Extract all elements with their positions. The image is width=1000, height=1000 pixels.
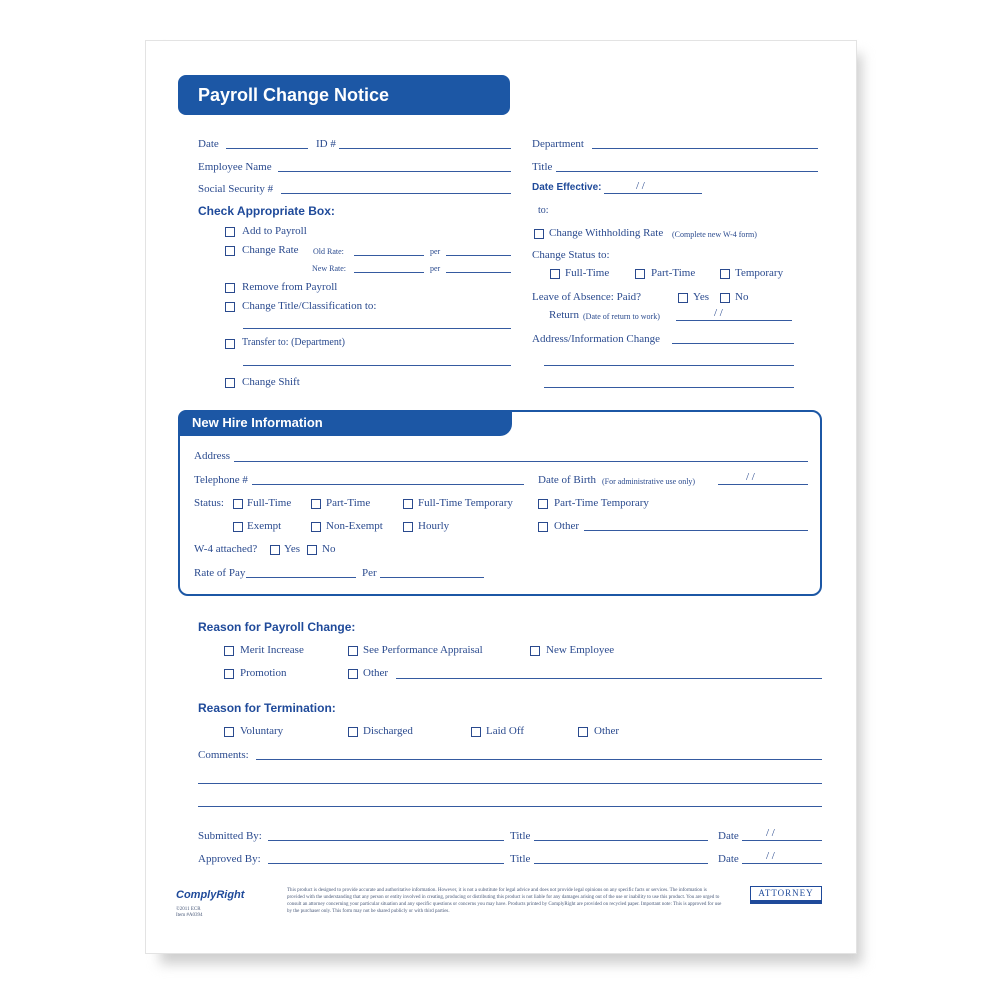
withholding-note: (Complete new W-4 form): [672, 230, 757, 239]
discharged-label: Discharged: [363, 725, 413, 737]
check-box-heading: Check Appropriate Box:: [198, 204, 335, 218]
date-field[interactable]: [226, 148, 308, 149]
ssn-field[interactable]: [281, 193, 511, 194]
submitted-title-field[interactable]: [534, 840, 708, 841]
address-change-field-3[interactable]: [544, 387, 794, 388]
leave-label: Leave of Absence: Paid?: [532, 291, 642, 303]
nh-part-time-temp-label: Part-Time Temporary: [554, 497, 649, 509]
laid-off-label: Laid Off: [486, 725, 524, 737]
approved-title-field[interactable]: [534, 863, 708, 864]
return-note: (Date of return to work): [583, 312, 660, 321]
old-rate-per-label: per: [430, 247, 441, 256]
nh-other-checkbox[interactable]: [538, 522, 548, 532]
change-rate-label: Change Rate: [242, 244, 299, 256]
nh-non-exempt-checkbox[interactable]: [311, 522, 321, 532]
title-field[interactable]: [556, 171, 818, 172]
comments-line-2[interactable]: [198, 783, 822, 784]
nh-rate-label: Rate of Pay: [194, 567, 246, 579]
nh-address-label: Address: [194, 450, 231, 462]
new-employee-checkbox[interactable]: [530, 646, 540, 656]
nh-dob-note: (For administrative use only): [602, 477, 696, 486]
disclaimer-text: This product is designed to provide accurate and authoritative information. However, it is not a substitute for legal advice and does not provide legal opinions on any specific facts or services. The information is provided with the understanding that any person or entity involved in creating, producing or distributing this product is not liable for any damages arising out of the use or inability to use this product. You are urged to consult an attorney concerning your particular situation and any specific questions or concerns you may have. Products printed by ComplyRight are provided on recycled paper. Important note: This is approved for use by the purchaser only. This form may not be shared publicly or with third parties.: [287, 888, 722, 914]
nh-status-label: Status:: [194, 497, 224, 509]
old-rate-label: Old Rate:: [313, 247, 344, 256]
new-hire-section: [178, 410, 822, 596]
status-part-time-label: Part-Time: [651, 267, 696, 279]
status-part-time-checkbox[interactable]: [635, 269, 645, 279]
withholding-label: Change Withholding Rate: [549, 227, 664, 239]
nh-w4-no-checkbox[interactable]: [307, 545, 317, 555]
change-shift-label: Change Shift: [242, 376, 300, 388]
submitted-by-label: Submitted By:: [198, 830, 262, 842]
leave-no-label: No: [735, 291, 749, 303]
to-label: to:: [538, 205, 549, 216]
comments-line-3[interactable]: [198, 806, 822, 807]
id-field[interactable]: [339, 148, 511, 149]
nh-other-field[interactable]: [584, 530, 808, 531]
change-title-checkbox[interactable]: [225, 302, 235, 312]
change-other-checkbox[interactable]: [348, 669, 358, 679]
date-label: Date: [198, 138, 219, 150]
nh-dob-field[interactable]: [718, 484, 808, 485]
merit-increase-checkbox[interactable]: [224, 646, 234, 656]
nh-part-time-temp-checkbox[interactable]: [538, 499, 548, 509]
change-other-field[interactable]: [396, 678, 822, 679]
approved-date-slashes: / /: [766, 850, 775, 862]
promotion-label: Promotion: [240, 667, 287, 679]
termination-other-checkbox[interactable]: [578, 727, 588, 737]
old-rate-per-field[interactable]: [446, 255, 511, 256]
change-title-field[interactable]: [243, 328, 511, 329]
employee-name-field[interactable]: [278, 171, 511, 172]
nh-exempt-label: Exempt: [247, 520, 282, 532]
nh-dob-label: Date of Birth: [538, 474, 597, 486]
submitted-title-label: Title: [510, 830, 531, 842]
voluntary-label: Voluntary: [240, 725, 284, 737]
return-label: Return: [549, 309, 579, 321]
department-label: Department: [532, 138, 584, 150]
nh-non-exempt-label: Non-Exempt: [326, 520, 383, 532]
nh-w4-yes-label: Yes: [284, 543, 301, 555]
approved-date-label: Date: [718, 853, 739, 865]
nh-address-field[interactable]: [234, 461, 808, 462]
nh-hourly-label: Hourly: [418, 520, 450, 532]
nh-other-label: Other: [554, 520, 580, 532]
status-temporary-label: Temporary: [735, 267, 784, 279]
remove-from-payroll-label: Remove from Payroll: [242, 281, 338, 293]
nh-dob-slashes: / /: [746, 471, 755, 483]
attorney-logo-bar: [750, 900, 822, 904]
nh-rate-field[interactable]: [246, 577, 356, 578]
approved-title-label: Title: [510, 853, 531, 865]
nh-per-label: Per: [362, 567, 377, 579]
change-title-label: Change Title/Classification to:: [242, 300, 377, 312]
change-rate-checkbox[interactable]: [225, 246, 235, 256]
nh-w4-no-label: No: [322, 543, 336, 555]
transfer-label: Transfer to: (Department): [242, 337, 345, 348]
date-effective-label: Date Effective:: [532, 182, 602, 193]
merit-increase-label: Merit Increase: [240, 644, 304, 656]
performance-label: See Performance Appraisal: [363, 644, 483, 656]
transfer-checkbox[interactable]: [225, 339, 235, 349]
discharged-checkbox[interactable]: [348, 727, 358, 737]
performance-checkbox[interactable]: [348, 646, 358, 656]
date-effective-slashes: / /: [636, 180, 645, 192]
leave-yes-label: Yes: [693, 291, 710, 303]
address-change-field-2[interactable]: [544, 365, 794, 366]
nh-telephone-field[interactable]: [252, 484, 524, 485]
new-employee-label: New Employee: [546, 644, 615, 656]
submitted-date-slashes: / /: [766, 827, 775, 839]
complyright-logo: ComplyRight: [176, 889, 245, 901]
nh-w4-yes-checkbox[interactable]: [270, 545, 280, 555]
approved-by-label: Approved By:: [198, 853, 261, 865]
nh-hourly-checkbox[interactable]: [403, 522, 413, 532]
logo-subtext: ©2011 ECR Item #A0394: [176, 907, 203, 918]
title-label: Title: [532, 161, 553, 173]
reason-change-heading: Reason for Payroll Change:: [198, 620, 356, 634]
nh-part-time-label: Part-Time: [326, 497, 371, 509]
attorney-logo: ATTORNEY: [750, 886, 822, 904]
status-full-time-label: Full-Time: [565, 267, 610, 279]
change-other-label: Other: [363, 667, 389, 679]
reason-termination-heading: Reason for Termination:: [198, 701, 336, 715]
add-to-payroll-label: Add to Payroll: [242, 225, 307, 237]
form-page: [145, 40, 857, 954]
new-rate-per-field[interactable]: [446, 272, 511, 273]
nh-full-time-label: Full-Time: [247, 497, 292, 509]
date-effective-field[interactable]: [604, 193, 702, 194]
department-field[interactable]: [592, 148, 818, 149]
ssn-label: Social Security #: [198, 183, 274, 195]
nh-full-time-checkbox[interactable]: [233, 499, 243, 509]
address-change-field-1[interactable]: [672, 343, 794, 344]
nh-w4-label: W-4 attached?: [194, 543, 258, 555]
nh-full-time-temp-checkbox[interactable]: [403, 499, 413, 509]
old-rate-field[interactable]: [354, 255, 424, 256]
nh-telephone-label: Telephone #: [194, 474, 248, 486]
laid-off-checkbox[interactable]: [471, 727, 481, 737]
leave-no-checkbox[interactable]: [720, 293, 730, 303]
address-change-label: Address/Information Change: [532, 333, 660, 345]
return-date-slashes: / /: [714, 307, 723, 319]
form-title: Payroll Change Notice: [178, 75, 510, 115]
return-date-field[interactable]: [676, 320, 792, 321]
nh-per-field[interactable]: [380, 577, 484, 578]
nh-part-time-checkbox[interactable]: [311, 499, 321, 509]
add-to-payroll-checkbox[interactable]: [225, 227, 235, 237]
status-full-time-checkbox[interactable]: [550, 269, 560, 279]
remove-from-payroll-checkbox[interactable]: [225, 283, 235, 293]
employee-name-label: Employee Name: [198, 161, 272, 173]
submitted-by-field[interactable]: [268, 840, 504, 841]
nh-full-time-temp-label: Full-Time Temporary: [418, 497, 513, 509]
comments-line-1[interactable]: [256, 759, 822, 760]
approved-by-field[interactable]: [268, 863, 504, 864]
new-hire-heading: New Hire Information: [178, 410, 512, 436]
promotion-checkbox[interactable]: [224, 669, 234, 679]
new-rate-per-label: per: [430, 264, 441, 273]
withholding-checkbox[interactable]: [534, 229, 544, 239]
termination-other-label: Other: [594, 725, 620, 737]
new-rate-field[interactable]: [354, 272, 424, 273]
leave-yes-checkbox[interactable]: [678, 293, 688, 303]
id-label: ID #: [316, 138, 336, 150]
change-shift-checkbox[interactable]: [225, 378, 235, 388]
submitted-date-label: Date: [718, 830, 739, 842]
nh-exempt-checkbox[interactable]: [233, 522, 243, 532]
voluntary-checkbox[interactable]: [224, 727, 234, 737]
status-temporary-checkbox[interactable]: [720, 269, 730, 279]
approved-date-field[interactable]: [742, 863, 822, 864]
transfer-field[interactable]: [243, 365, 511, 366]
comments-label: Comments:: [198, 749, 249, 761]
new-rate-label: New Rate:: [312, 264, 346, 273]
submitted-date-field[interactable]: [742, 840, 822, 841]
change-status-label: Change Status to:: [532, 249, 610, 261]
